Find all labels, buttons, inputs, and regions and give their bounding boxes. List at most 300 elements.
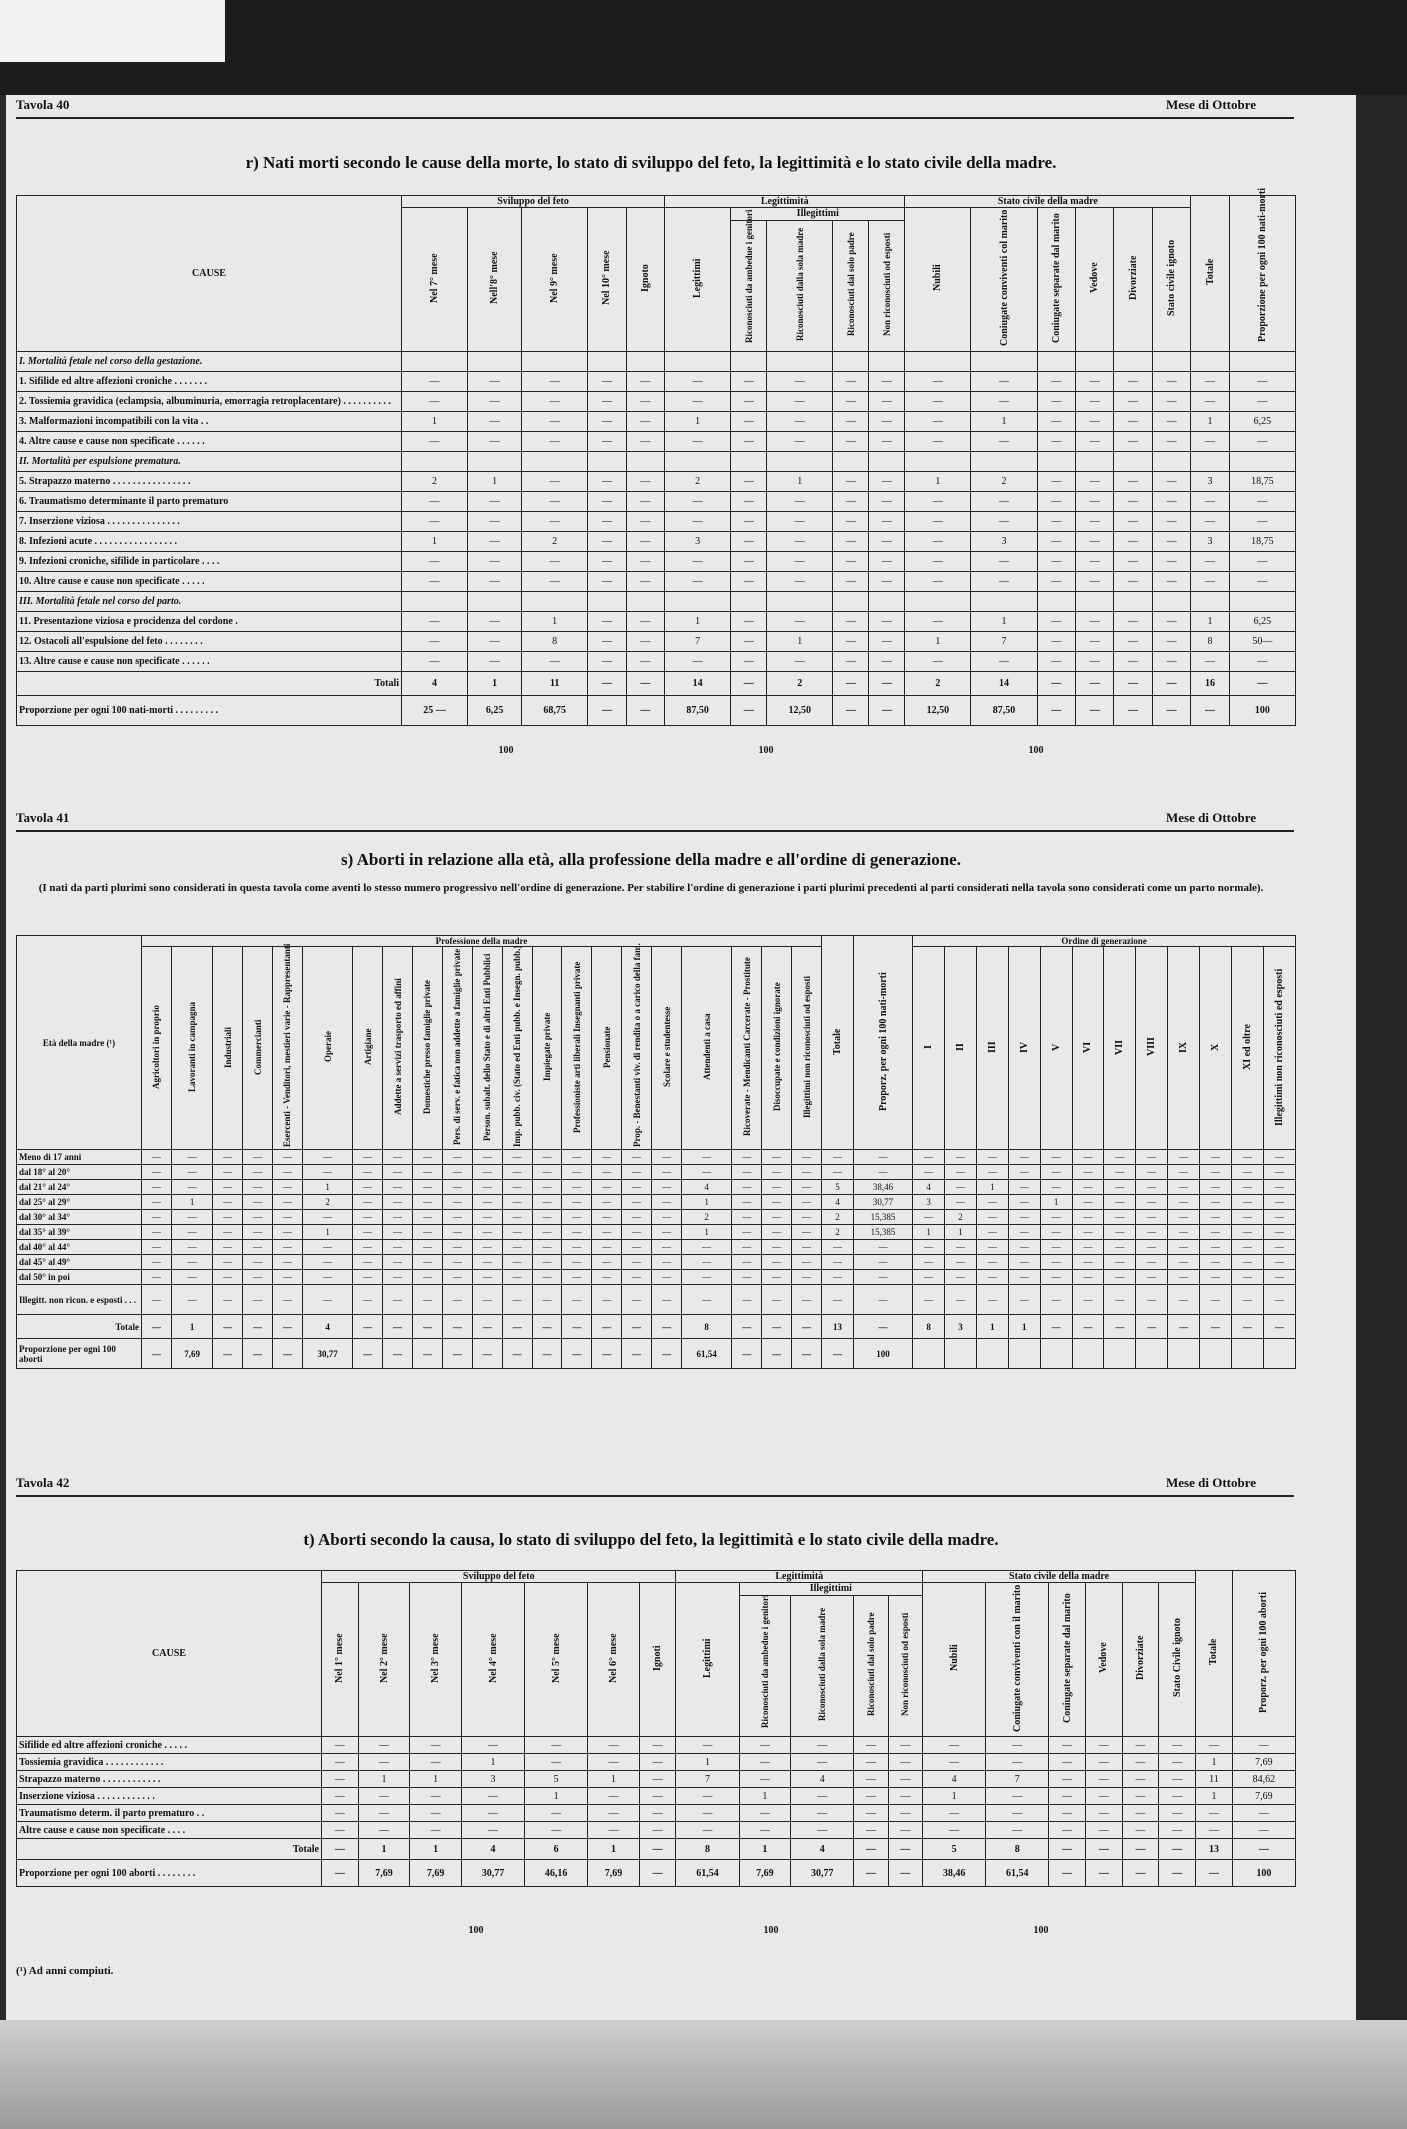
t40-cell: — — [588, 372, 626, 392]
t41-cell: 1 — [302, 1180, 352, 1195]
t42-cell: 7 — [986, 1771, 1049, 1788]
t42-cell: 1 — [588, 1771, 640, 1788]
t41-cell: — — [1136, 1210, 1168, 1225]
t40-cell: — — [468, 392, 522, 412]
t41-cell: — — [853, 1240, 912, 1255]
t42-cell: — — [1085, 1737, 1122, 1754]
t40-cell: — — [833, 472, 869, 492]
t41-ord-col-3 — [1008, 947, 1040, 1150]
t42-cell: — — [461, 1788, 524, 1805]
t40-cell: — — [468, 532, 522, 552]
t41-cell: — — [213, 1150, 243, 1165]
t40-cell: — — [905, 492, 971, 512]
t40-cell — [767, 352, 833, 372]
t41-ord-col-10 — [1231, 947, 1263, 1150]
t41-cell: — — [622, 1165, 652, 1180]
t41-prof-col-3-text: Commercianti — [252, 1019, 263, 1075]
t41-total-cell: — — [502, 1315, 532, 1339]
t40-cell — [1114, 452, 1152, 472]
t40-cell — [1037, 352, 1075, 372]
t42-col-5 — [588, 1583, 640, 1737]
t41-row-label: dal 30° al 34° — [17, 1210, 142, 1225]
t40-cell: — — [833, 572, 869, 592]
t41-cell: — — [1040, 1285, 1072, 1315]
t41-cell: — — [502, 1165, 532, 1180]
t42-cell: — — [739, 1771, 791, 1788]
t40-row-label: 4. Altre cause e cause non specificate . . . . . . — [17, 432, 402, 452]
t41-cell: — — [1200, 1285, 1232, 1315]
t41-cell: — — [592, 1255, 622, 1270]
t40-cell: — — [1229, 552, 1295, 572]
t40-cell: — — [731, 372, 767, 392]
t40-col-4-text: Ignoto — [639, 264, 651, 292]
t41-cell: — — [532, 1150, 562, 1165]
t41-cell: — — [502, 1270, 532, 1285]
t40-cell: — — [588, 392, 626, 412]
t42-proportion-cell: 46,16 — [525, 1860, 588, 1887]
t41-total-cell: — — [1231, 1315, 1263, 1339]
t40-cell — [833, 352, 869, 372]
t40-cell: — — [1037, 572, 1075, 592]
t41-cell: — — [213, 1225, 243, 1240]
t41-cell: — — [1200, 1195, 1232, 1210]
t41-total-cell: — — [622, 1315, 652, 1339]
t42-cell: — — [1122, 1822, 1159, 1839]
t40-tavola-label: Tavola 40 — [16, 97, 70, 112]
t40-cell: — — [869, 472, 905, 492]
t40-cell: — — [588, 532, 626, 552]
t41-prof-col-1 — [171, 947, 212, 1150]
t40-col-1-text: Nell'8° mese — [489, 251, 501, 305]
t40-cell — [468, 592, 522, 612]
t41-cell: — — [353, 1270, 383, 1285]
t40-total-cell: — — [731, 672, 767, 696]
t41-total-cell: — — [792, 1315, 822, 1339]
t41-cell: — — [562, 1240, 592, 1255]
t41-cell: — — [502, 1195, 532, 1210]
t41-proportion-cell: — — [592, 1339, 622, 1369]
t40-cell — [468, 352, 522, 372]
t40-cell: — — [1037, 632, 1075, 652]
t41-ord-col-11-text: Illegittimi non riconosciuti ed esposti — [1273, 968, 1285, 1126]
t41-row-label: dal 40° al 44° — [17, 1240, 142, 1255]
t41-cell: — — [273, 1240, 303, 1255]
t40-cell — [665, 592, 731, 612]
t41-cell: — — [562, 1270, 592, 1285]
t41-total-cell: — — [142, 1315, 172, 1339]
t41-prof-col-2 — [213, 947, 243, 1150]
t42-cell: — — [1122, 1805, 1159, 1822]
t41-cell: — — [442, 1255, 472, 1270]
t42-cell: — — [639, 1788, 676, 1805]
t40-row-label: 8. Infezioni acute . . . . . . . . . . . . . . . . . — [17, 532, 402, 552]
t42-cell: — — [1049, 1805, 1086, 1822]
t40-month-label: Mese di Ottobre — [1166, 97, 1257, 112]
t41-prof-col-7-text: Addette a servizi trasporto ed affini — [392, 978, 403, 1116]
t42-group-sviluppo: Sviluppo del feto — [322, 1571, 676, 1583]
t42-cell: — — [923, 1754, 986, 1771]
t41-cell: — — [1200, 1270, 1232, 1285]
t41-cell: — — [142, 1180, 172, 1195]
t40-cell: — — [588, 512, 626, 532]
t40-cell: — — [1229, 652, 1295, 672]
t40-row-label: 6. Traumatismo determinante il parto prematuro — [17, 492, 402, 512]
t40-cell: — — [626, 532, 664, 552]
t41-cell: — — [383, 1150, 413, 1165]
t40-cell: — — [971, 492, 1037, 512]
t41-ord-col-11 — [1263, 947, 1295, 1150]
t42-cell: — — [588, 1737, 640, 1754]
t41-proportion-cell — [1200, 1339, 1232, 1369]
t40-col-6 — [731, 209, 767, 351]
t40-cell: 3 — [1191, 532, 1229, 552]
t41-cell: — — [1263, 1240, 1295, 1255]
t41-row-label: dal 45° al 49° — [17, 1255, 142, 1270]
t42-proportion-cell: 7,69 — [739, 1860, 791, 1887]
t41-prof-col-6 — [353, 947, 383, 1150]
t41-cell: — — [1136, 1195, 1168, 1210]
t41-cell: — — [652, 1165, 682, 1180]
t41-prof-col-9-text: Pers. di serv. e fatica non addette a famiglie private — [452, 948, 463, 1146]
t40-cell: — — [626, 392, 664, 412]
t42-cell: — — [639, 1805, 676, 1822]
t42-cell: — — [676, 1788, 739, 1805]
t40-cell: 50— — [1229, 632, 1295, 652]
t41-cell: — — [413, 1225, 443, 1240]
t41-cell: — — [142, 1240, 172, 1255]
t40-cell: — — [626, 612, 664, 632]
t42-cell: — — [854, 1754, 888, 1771]
t42-col-13 — [986, 1583, 1049, 1737]
t41-month-label: Mese di Ottobre — [1166, 810, 1257, 825]
t40-total-cell: 2 — [767, 672, 833, 696]
t40-cell: — — [731, 432, 767, 452]
t42-cell: 84,62 — [1232, 1771, 1295, 1788]
t41-ord-col-4-text: V — [1050, 1043, 1062, 1051]
t41-prof-col-17 — [682, 947, 732, 1150]
t40-cell: — — [1075, 572, 1113, 592]
t41-cell: — — [1040, 1255, 1072, 1270]
t41-ord-col-6-text: VII — [1114, 1039, 1126, 1055]
t40-cell: — — [971, 552, 1037, 572]
t40-cell: — — [1037, 532, 1075, 552]
t42-total-cell: 1 — [739, 1839, 791, 1860]
t40-cell: — — [402, 432, 468, 452]
t41-proportion-cell — [976, 1339, 1008, 1369]
t41-cell: — — [792, 1165, 822, 1180]
t40-cell: — — [1229, 392, 1295, 412]
t40-cell: — — [767, 572, 833, 592]
t40-cell: 7 — [665, 632, 731, 652]
t40-cell — [869, 452, 905, 472]
t41-cell: — — [1040, 1165, 1072, 1180]
t40-cell: — — [971, 432, 1037, 452]
t40-cell — [1229, 352, 1295, 372]
t41-total-cell: — — [1263, 1315, 1295, 1339]
t41-prof-col-20 — [792, 947, 822, 1150]
t40-cell — [1037, 592, 1075, 612]
t41-cell: — — [273, 1225, 303, 1240]
t40-cell — [522, 352, 588, 372]
t41-proportion-cell: — — [353, 1339, 383, 1369]
t42-col-11 — [888, 1595, 922, 1736]
t41-row — [17, 1180, 1296, 1195]
t42-col-proporzione — [1232, 1571, 1295, 1737]
t40-cell: — — [731, 412, 767, 432]
t40-proportion-cell: 6,25 — [468, 696, 522, 726]
t41-cell: — — [273, 1180, 303, 1195]
t41-cell: 1 — [171, 1195, 212, 1210]
t40-col-6-text: Riconosciuti da ambedue i genitori — [743, 209, 754, 344]
t40-cell: — — [1114, 532, 1152, 552]
t42-cell: — — [1196, 1822, 1233, 1839]
t40-col-15-text: Stato civile ignoto — [1166, 239, 1178, 317]
t41-proportion-cell — [1263, 1339, 1295, 1369]
t40-col-14-text: Divorziate — [1127, 255, 1139, 301]
t41-cell: — — [171, 1240, 212, 1255]
t41-proportion-cell — [1008, 1339, 1040, 1369]
t42-cell: — — [639, 1771, 676, 1788]
t41-cell: — — [1072, 1240, 1104, 1255]
t40-cell — [833, 592, 869, 612]
t41-cell: — — [1008, 1165, 1040, 1180]
t42-brace-3: 100 — [1033, 1925, 1049, 1936]
t41-cell: — — [472, 1225, 502, 1240]
t40-cell: — — [665, 572, 731, 592]
t41-cell: — — [1231, 1255, 1263, 1270]
t41-cell: — — [562, 1165, 592, 1180]
t41-proportion-cell: — — [732, 1339, 762, 1369]
t40-cell — [665, 352, 731, 372]
t41-cell: — — [1200, 1165, 1232, 1180]
t40-cell: — — [1191, 552, 1229, 572]
t41-proportion-cell: 100 — [853, 1339, 912, 1369]
t41-cell: — — [1136, 1180, 1168, 1195]
t40-cell — [626, 352, 664, 372]
t40-cell: — — [869, 492, 905, 512]
t40-cell: — — [767, 552, 833, 572]
t41-cell: 38,46 — [853, 1180, 912, 1195]
t41-cell: 1 — [682, 1195, 732, 1210]
t41-cell: — — [945, 1270, 977, 1285]
t41-proportion-cell — [1231, 1339, 1263, 1369]
t41-header-row-2 — [17, 947, 1296, 1150]
t40-proportion-cell: — — [1114, 696, 1152, 726]
t42-cell: — — [322, 1754, 359, 1771]
t42-col-15-text: Vedove — [1098, 1642, 1110, 1674]
t41-cell: — — [302, 1165, 352, 1180]
t41-col-22-text: Proporz. per ogni 100 nati-morti — [877, 972, 889, 1111]
t42-cell: — — [923, 1805, 986, 1822]
t40-cell — [588, 592, 626, 612]
t40-cell: 2 — [665, 472, 731, 492]
t41-proportion-cell: — — [243, 1339, 273, 1369]
t41-cell: — — [592, 1285, 622, 1315]
t42-col-12 — [923, 1583, 986, 1737]
t41-cell: — — [502, 1255, 532, 1270]
t41-cell: — — [532, 1270, 562, 1285]
t40-cell: — — [833, 512, 869, 532]
t42-cell: — — [1085, 1805, 1122, 1822]
t40-cell: — — [588, 612, 626, 632]
t41-cell: — — [792, 1210, 822, 1225]
t40-cell: — — [731, 572, 767, 592]
t42-cell: — — [358, 1737, 410, 1754]
t41-row-label: dal 35° al 39° — [17, 1225, 142, 1240]
t42-cell: — — [791, 1822, 854, 1839]
t41-cell: 3 — [913, 1195, 945, 1210]
t40-cell: 1 — [522, 612, 588, 632]
t40-row-label: 1. Sifilide ed altre affezioni croniche . . . . . . . — [17, 372, 402, 392]
t41-cell: — — [822, 1240, 854, 1255]
t41-cell: — — [592, 1225, 622, 1240]
t42-cell: — — [1122, 1771, 1159, 1788]
t40-cell: — — [1114, 512, 1152, 532]
t40-cell: — — [1114, 372, 1152, 392]
t41-cell: — — [592, 1270, 622, 1285]
t41-prof-col-20-text: Illegittimi non riconosciuti od esposti — [801, 976, 812, 1119]
t41-cell: — — [413, 1240, 443, 1255]
t42-col-0 — [322, 1583, 359, 1737]
t41-note: (I nati da parti plurimi sono considerati in questa tavola come aventi lo stesso numero progressivo nell'ordine di generazione. Per stabilire l'ordine di generazione i parti plurimi precedenti al parti considerati nella tavola sono considerati come un parto normale). — [38, 882, 1264, 894]
t40-cell — [971, 352, 1037, 372]
t40-row — [17, 412, 1296, 432]
t40-cell: 8 — [522, 632, 588, 652]
t42-brace-1: 100 — [468, 1925, 484, 1936]
t40-cell: — — [869, 432, 905, 452]
t41-col-21 — [822, 936, 854, 1150]
t41-cell: — — [1231, 1225, 1263, 1240]
t41-cell: — — [142, 1195, 172, 1210]
t42-cell: — — [588, 1754, 640, 1771]
t40-total-cell: 11 — [522, 672, 588, 696]
t40-col-13-text: Vedove — [1089, 262, 1101, 294]
t42-col-0-text: Nel 1° mese — [334, 1633, 346, 1683]
t41-cell: — — [652, 1255, 682, 1270]
t42-proportion-cell: 100 — [1232, 1860, 1295, 1887]
t41-cell: — — [622, 1150, 652, 1165]
t41-cell: — — [171, 1165, 212, 1180]
t41-prof-col-4-text: Esercenti - Venditori, mestieri varie - Rappresentanti — [282, 943, 293, 1147]
t41-title: s) Aborti in relazione alla età, alla professione della madre e all'ordine di generazione. — [341, 850, 961, 869]
t41-cell: — — [945, 1165, 977, 1180]
t41-cell: — — [792, 1195, 822, 1210]
t41-cell: — — [472, 1210, 502, 1225]
t42-cell: — — [888, 1771, 922, 1788]
t41-cell: — — [1008, 1240, 1040, 1255]
t41-cell: — — [682, 1240, 732, 1255]
t40-cell: — — [1037, 392, 1075, 412]
t41-cell: — — [502, 1210, 532, 1225]
t41-cell: — — [1008, 1270, 1040, 1285]
t40-cell: — — [522, 392, 588, 412]
t41-cell: — — [353, 1210, 383, 1225]
t40-col-proporzione — [1229, 187, 1295, 352]
t40-cell: — — [731, 612, 767, 632]
t40-cell: — — [402, 572, 468, 592]
t40-cell — [626, 592, 664, 612]
t40-cell: — — [1152, 412, 1190, 432]
t42-cell: — — [1049, 1754, 1086, 1771]
t42-total-cell: 6 — [525, 1839, 588, 1860]
t42-proportion-cell: — — [1196, 1860, 1233, 1887]
t40-cell: — — [1114, 632, 1152, 652]
t41-total-cell: — — [853, 1315, 912, 1339]
t40-cell: — — [905, 612, 971, 632]
t41-cell: — — [1231, 1150, 1263, 1165]
t41-cell: — — [1231, 1195, 1263, 1210]
t41-cell: — — [1263, 1210, 1295, 1225]
t40-cell: — — [1229, 572, 1295, 592]
t40-col-10-text: Nubili — [932, 264, 944, 292]
t41-cell: 15,385 — [853, 1210, 912, 1225]
t42-group-stato: Stato civile della madre — [923, 1571, 1196, 1583]
t41-cell: — — [562, 1210, 592, 1225]
t41-top-rule — [16, 830, 1294, 832]
t41-proportion-cell — [1136, 1339, 1168, 1369]
t41-cell: — — [213, 1270, 243, 1285]
t42-cell: — — [322, 1771, 359, 1788]
t40-cell: — — [833, 632, 869, 652]
t41-cell: — — [562, 1195, 592, 1210]
t42-proportion-cell: 38,46 — [923, 1860, 986, 1887]
t42-cell: — — [739, 1754, 791, 1771]
t40-cell: — — [1152, 432, 1190, 452]
t40-proportion-cell: — — [626, 696, 664, 726]
t41-cell: — — [682, 1285, 732, 1315]
t40-col-0-text: Nel 7° mese — [429, 253, 441, 303]
t41-cell: — — [682, 1270, 732, 1285]
t40-cell: — — [665, 492, 731, 512]
t41-prof-col-0-text: Agricoltori in proprio — [151, 1005, 162, 1089]
t40-cell: — — [905, 372, 971, 392]
t41-cell: — — [1072, 1285, 1104, 1315]
t41-cell: — — [171, 1285, 212, 1315]
t40-col-totale — [1191, 196, 1229, 352]
t40-cell: — — [1152, 612, 1190, 632]
t41-cell: — — [1040, 1180, 1072, 1195]
t40-row-label: 2. Tossiemia gravidica (eclampsia, albuminuria, emorragia retroplacentare) . . . . . . . . . . — [17, 392, 402, 412]
t40-cell: — — [1114, 652, 1152, 672]
t42-cell: — — [1122, 1754, 1159, 1771]
t40-total-cell: — — [1037, 672, 1075, 696]
t41-total-cell: 3 — [945, 1315, 977, 1339]
t40-cell: — — [1075, 392, 1113, 412]
t40-proportion-cell: 87,50 — [665, 696, 731, 726]
t40-cell: — — [522, 492, 588, 512]
t41-total-cell: — — [1072, 1315, 1104, 1339]
t41-prof-col-8-text: Domestiche presso famiglie private — [422, 979, 433, 1115]
t42-col-17-text: Stato Civile ignoto — [1171, 1618, 1183, 1698]
t41-cell: — — [592, 1150, 622, 1165]
t40-cell: — — [1075, 632, 1113, 652]
t40-cell: — — [468, 632, 522, 652]
t42-col-9 — [791, 1595, 854, 1736]
t41-cell: — — [945, 1255, 977, 1270]
t41-total-cell: — — [532, 1315, 562, 1339]
t40-cell — [767, 592, 833, 612]
t40-cell — [402, 452, 468, 472]
t40-cell: — — [1152, 652, 1190, 672]
t42-col-2 — [410, 1583, 462, 1737]
t40-cell: — — [767, 432, 833, 452]
t42-col-15 — [1085, 1583, 1122, 1737]
t41-cell: — — [732, 1165, 762, 1180]
t42-col-9-text: Riconosciuti dalla sola madre — [817, 1607, 828, 1721]
t42-cell: — — [854, 1737, 888, 1754]
t40-cell: — — [522, 472, 588, 492]
t41-row — [17, 1255, 1296, 1270]
